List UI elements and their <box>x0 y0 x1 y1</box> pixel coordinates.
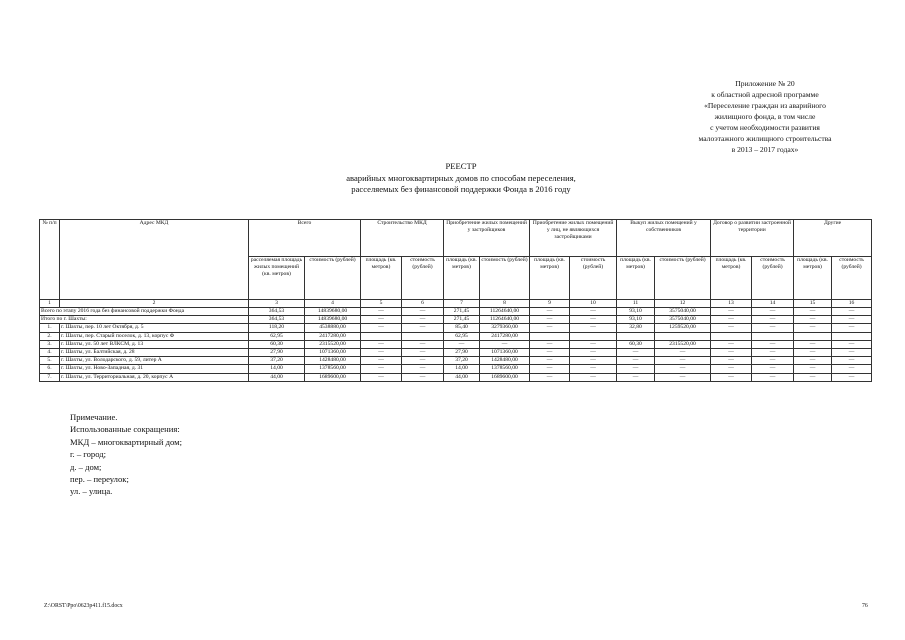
table-cell: 2315520,00 <box>305 340 361 348</box>
notes-line: Примечание. <box>70 412 118 422</box>
table-cell: — <box>752 357 794 365</box>
table-cell: 44,00 <box>444 373 480 381</box>
table-cell: — <box>617 349 655 357</box>
header-row-sub <box>40 257 872 300</box>
table-cell: 1428480,00 <box>480 357 530 365</box>
table-cell: — <box>832 340 872 348</box>
table-cell <box>617 332 655 340</box>
summary-rows <box>40 308 872 324</box>
appendix-line: к областной адресной программе <box>711 90 819 99</box>
column-number: 3 <box>249 300 305 308</box>
footer-file-path: Z:\ORST\Ppo\0623p411.f15.docx <box>44 603 123 609</box>
table-cell: — <box>361 373 402 381</box>
table-cell: 60,30 <box>249 340 305 348</box>
table-cell: 1259520,00 <box>655 324 711 332</box>
table-cell: 3279360,00 <box>480 324 530 332</box>
table-cell <box>752 332 794 340</box>
summary-label: Итого по г. Шахты: <box>40 316 249 324</box>
column-number: 14 <box>752 300 794 308</box>
row-address: г. Шахты, пер. Старый поселок, д. 13, корпус Ф <box>60 332 249 340</box>
notes-line: ул. – улица. <box>70 486 113 497</box>
notes-line: МКД – многоквартирный дом; <box>70 436 182 447</box>
table-cell: 271,45 <box>444 316 480 324</box>
table-cell: — <box>402 308 444 316</box>
row-number: 7. <box>40 373 60 381</box>
table-cell: — <box>570 308 617 316</box>
notes-line: Использованные сокращения: <box>70 424 180 435</box>
sub-header-area: площадь (кв. метров) <box>711 257 752 300</box>
table-cell: 14,00 <box>249 365 305 373</box>
column-number: 12 <box>655 300 711 308</box>
table-cell: — <box>711 365 752 373</box>
table-cell: — <box>752 308 794 316</box>
row-address: г. Шахты, ул. 50 лет ВЛКСМ, д. 13 <box>60 340 249 348</box>
table-cell: — <box>832 316 872 324</box>
table-cell: 32,80 <box>617 324 655 332</box>
sub-header-resettled-area: расселяемая площадь жилых помещений (кв. метров) <box>249 257 305 300</box>
table-cell: — <box>570 316 617 324</box>
table-cell: — <box>794 308 832 316</box>
sub-header-area: площадь (кв. метров) <box>444 257 480 300</box>
col-header-address: Адрес МКД <box>60 220 249 257</box>
column-number: 10 <box>570 300 617 308</box>
appendix-line: в 2013 – 2017 годах» <box>731 145 799 154</box>
table-cell: — <box>402 324 444 332</box>
table-cell: — <box>570 373 617 381</box>
table-cell: — <box>570 349 617 357</box>
appendix-line: малоэтажного жилищного строительства <box>698 134 832 143</box>
table-cell: — <box>832 365 872 373</box>
table-cell: 62,95 <box>249 332 305 340</box>
column-number: 4 <box>305 300 361 308</box>
header-row-groups <box>40 220 872 257</box>
sub-header-area: площадь (кв. метров) <box>794 257 832 300</box>
title-line: РЕЕСТР <box>445 161 477 171</box>
summary-row <box>40 308 872 316</box>
table-cell <box>832 332 872 340</box>
table-cell: — <box>530 308 570 316</box>
table-cell: 14839680,00 <box>305 316 361 324</box>
table-cell: 2417280,00 <box>480 332 530 340</box>
sub-header-area: площадь (кв. метров) <box>617 257 655 300</box>
table-cell: — <box>794 357 832 365</box>
table-cell: — <box>752 324 794 332</box>
table-cell: 27,90 <box>444 349 480 357</box>
column-number: 6 <box>402 300 444 308</box>
table-cell: — <box>617 357 655 365</box>
table-cell: — <box>711 349 752 357</box>
table-cell <box>570 332 617 340</box>
table-cell: — <box>832 373 872 381</box>
table-cell: 14839680,00 <box>305 308 361 316</box>
table-row <box>40 357 872 365</box>
table-cell: — <box>711 373 752 381</box>
table-cell: — <box>794 340 832 348</box>
table-cell: — <box>794 373 832 381</box>
table-cell: 1378560,00 <box>480 365 530 373</box>
table-cell: — <box>530 324 570 332</box>
sub-header-cost: стоимость (рублей) <box>752 257 794 300</box>
col-header-total: Всего <box>249 220 361 257</box>
table-cell: — <box>361 316 402 324</box>
sub-header-cost: стоимость (рублей) <box>305 257 361 300</box>
table-row <box>40 373 872 381</box>
row-number: 2. <box>40 332 60 340</box>
table-cell: — <box>752 365 794 373</box>
registry-table <box>39 219 872 382</box>
table-cell: — <box>402 340 444 348</box>
sub-header-cost: стоимость (рублей) <box>570 257 617 300</box>
table-cell: — <box>444 340 480 348</box>
table-cell: — <box>655 349 711 357</box>
appendix-line: «Переселение граждан из аварийного <box>704 101 826 110</box>
table-cell: 1378560,00 <box>305 365 361 373</box>
column-number: 15 <box>794 300 832 308</box>
table-cell: 1071360,00 <box>305 349 361 357</box>
table-cell: — <box>711 324 752 332</box>
sub-header-cost: стоимость (рублей) <box>655 257 711 300</box>
table-cell: — <box>570 357 617 365</box>
col-header-construction: Строительство МКД <box>361 220 444 257</box>
row-address: г. Шахты, ул. Володарского, д. 59, литер А <box>60 357 249 365</box>
column-number: 8 <box>480 300 530 308</box>
column-number-row <box>40 300 872 308</box>
table-cell: — <box>832 349 872 357</box>
col-header-development: Договор о развитии застроенной территории <box>711 220 794 257</box>
table-cell <box>530 332 570 340</box>
table-cell: — <box>832 324 872 332</box>
row-address: г. Шахты, пер. 10 лет Октября, д. 5 <box>60 324 249 332</box>
table-cell: 27,90 <box>249 349 305 357</box>
col-header-num-cont <box>40 257 60 300</box>
table-cell: 44,00 <box>249 373 305 381</box>
notes-line: д. – дом; <box>70 461 102 472</box>
table-cell: 1071360,00 <box>480 349 530 357</box>
col-header-buyout: Выкуп жилых помещений у собственников <box>617 220 711 257</box>
table-cell: — <box>570 324 617 332</box>
table-cell <box>361 332 402 340</box>
table-cell: — <box>361 365 402 373</box>
table-cell: — <box>752 373 794 381</box>
table-cell <box>402 332 444 340</box>
table-cell: — <box>655 373 711 381</box>
column-number: 16 <box>832 300 872 308</box>
table-cell: — <box>832 357 872 365</box>
table-cell: — <box>711 357 752 365</box>
table-cell: — <box>530 349 570 357</box>
column-number: 11 <box>617 300 655 308</box>
table-cell: — <box>530 316 570 324</box>
table-cell: 364,53 <box>249 316 305 324</box>
summary-row <box>40 316 872 324</box>
table-row <box>40 365 872 373</box>
row-number: 1. <box>40 324 60 332</box>
table-cell: — <box>752 340 794 348</box>
row-number: 4. <box>40 349 60 357</box>
table-cell: — <box>570 365 617 373</box>
col-header-purchase-non-builders: Приобретение жилых помещений у лиц, не являющихся застройщиками <box>530 220 617 257</box>
sub-header-area: площадь (кв. метров) <box>361 257 402 300</box>
row-address: г. Шахты, ул. Территориальная, д. 20, корпус А <box>60 373 249 381</box>
table-cell: — <box>752 316 794 324</box>
sub-header-area: площадь (кв. метров) <box>530 257 570 300</box>
table-cell: 11264640,00 <box>480 316 530 324</box>
data-rows <box>40 324 872 381</box>
column-number: 13 <box>711 300 752 308</box>
table-cell: 37,20 <box>249 357 305 365</box>
appendix-line: с учетом необходимости развития <box>710 123 820 132</box>
document-title <box>236 161 686 196</box>
table-cell: 62,95 <box>444 332 480 340</box>
table-cell <box>711 332 752 340</box>
table-cell: 2315520,00 <box>655 340 711 348</box>
table-cell: 37,20 <box>444 357 480 365</box>
table-cell: 1428480,00 <box>305 357 361 365</box>
row-number: 5. <box>40 357 60 365</box>
table-cell: — <box>402 365 444 373</box>
table-cell: — <box>711 316 752 324</box>
table-cell: — <box>794 324 832 332</box>
table-cell: — <box>794 365 832 373</box>
table-cell: — <box>711 308 752 316</box>
appendix-line: жилищного фонда, в том числе <box>714 112 816 121</box>
footer-page-number: 76 <box>862 603 868 609</box>
table-cell: — <box>617 365 655 373</box>
table-cell: 364,53 <box>249 308 305 316</box>
col-header-address-cont <box>60 257 249 300</box>
table-cell: — <box>794 349 832 357</box>
table-cell <box>655 332 711 340</box>
column-number: 9 <box>530 300 570 308</box>
table-cell: — <box>402 373 444 381</box>
table-cell: — <box>361 357 402 365</box>
table-row <box>40 349 872 357</box>
sub-header-cost: стоимость (рублей) <box>832 257 872 300</box>
notes-line: пер. – переулок; <box>70 474 129 485</box>
table-cell: 11264640,00 <box>480 308 530 316</box>
column-number: 1 <box>40 300 60 308</box>
title-line: аварийных многоквартирных домов по способам переселения, <box>346 172 576 183</box>
table-cell: — <box>361 349 402 357</box>
table-cell: 1689600,00 <box>480 373 530 381</box>
table-cell: — <box>570 340 617 348</box>
table-cell: — <box>361 324 402 332</box>
table-row <box>40 324 872 332</box>
notes-line: г. – город; <box>70 449 107 460</box>
col-header-other: Другие <box>794 220 872 257</box>
title-line: расселяемых без финансовой поддержки Фонда в 2016 году <box>351 184 571 194</box>
row-number: 6. <box>40 365 60 373</box>
table-cell: — <box>530 340 570 348</box>
col-header-num: № п/п <box>40 220 60 257</box>
table-cell: — <box>480 340 530 348</box>
table-cell: — <box>402 316 444 324</box>
table-cell: — <box>794 316 832 324</box>
table-cell <box>794 332 832 340</box>
table-cell: 60,30 <box>617 340 655 348</box>
column-number: 7 <box>444 300 480 308</box>
table-cell: — <box>617 373 655 381</box>
row-address: г. Шахты, ул. Балтийская, д. 28 <box>60 349 249 357</box>
column-number: 5 <box>361 300 402 308</box>
table-cell: — <box>402 349 444 357</box>
sub-header-cost: стоимость (рублей) <box>402 257 444 300</box>
table-cell: — <box>655 357 711 365</box>
table-cell: — <box>530 357 570 365</box>
table-cell: — <box>655 365 711 373</box>
table-cell: 85,40 <box>444 324 480 332</box>
table-cell: 4538880,00 <box>305 324 361 332</box>
table-cell: — <box>711 340 752 348</box>
table-cell: 93,10 <box>617 308 655 316</box>
column-number: 2 <box>60 300 249 308</box>
appendix-line: Приложение № 20 <box>735 79 795 88</box>
table-cell: 2417280,00 <box>305 332 361 340</box>
table-cell: 3575040,00 <box>655 316 711 324</box>
table-row <box>40 332 872 340</box>
table-cell: — <box>752 349 794 357</box>
table-cell: — <box>361 340 402 348</box>
table-cell: 118,20 <box>249 324 305 332</box>
table-cell: 14,00 <box>444 365 480 373</box>
col-header-purchase-builders: Приобретение жилых помещений у застройщиков <box>444 220 530 257</box>
notes-block <box>70 411 182 498</box>
row-address: г. Шахты, ул. Ново-Западная, д. 31 <box>60 365 249 373</box>
sub-header-cost: стоимость (рублей) <box>480 257 530 300</box>
table-row <box>40 340 872 348</box>
table-cell: 271,45 <box>444 308 480 316</box>
appendix-header <box>600 78 905 155</box>
table-cell: — <box>530 373 570 381</box>
table-cell: 3575040,00 <box>655 308 711 316</box>
table-cell: — <box>530 365 570 373</box>
table-cell: 1689600,00 <box>305 373 361 381</box>
table-cell: — <box>832 308 872 316</box>
table-cell: — <box>402 357 444 365</box>
summary-label: Всего по этапу 2016 года без финансовой поддержки Фонда <box>40 308 249 316</box>
row-number: 3. <box>40 340 60 348</box>
table-cell: 93,10 <box>617 316 655 324</box>
table-cell: — <box>361 308 402 316</box>
